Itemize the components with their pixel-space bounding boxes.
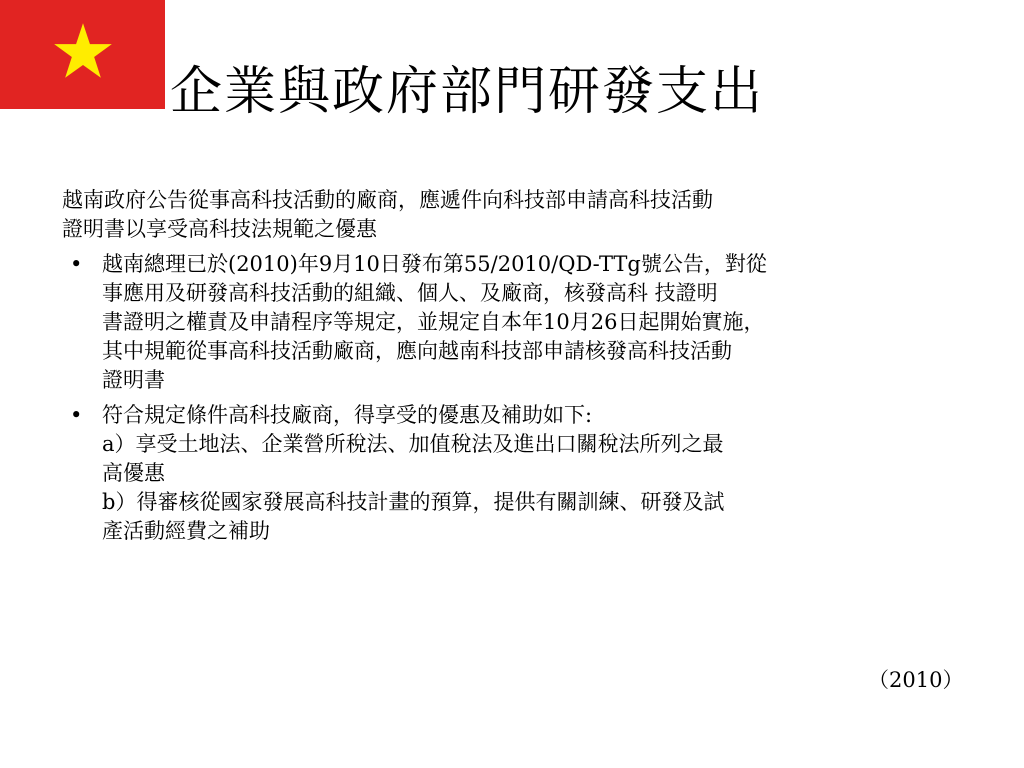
bullet-line: 事應用及研發高科技活動的組織、個人、及廠商，核發高科 技證明 [102,281,718,305]
bullet-line: 越南總理已於(2010)年9月10日發布第55/2010/QD-TTg號公告，對從 [102,252,767,276]
intro-line: 證明書以享受高科技法規範之優惠 [62,217,377,241]
bullet-marker: • [70,403,83,427]
page-title: 企業與政府部門研發支出 [170,62,765,122]
star-icon [52,22,114,84]
bullet-item [62,250,992,395]
slide-body [62,186,992,552]
bullet-line: 符合規定條件高科技廠商，得享受的優惠及補助如下: [102,403,593,427]
year-note: （2010） [868,668,964,692]
bullet-marker: • [70,252,83,276]
intro-line: 越南政府公告從事高科技活動的廠商，應遞件向科技部申請高科技活動 [62,188,713,212]
bullet-line: 書證明之權責及申請程序等規定，並規定自本年10月26日起開始實施， [102,310,765,334]
bullet-line: 其中規範從事高科技活動廠商，應向越南科技部申請核發高科技活動 [102,339,732,363]
bullet-line: 高優惠 [102,461,165,485]
bullet-item [62,401,992,546]
intro-paragraph [62,186,992,244]
bullet-line: 證明書 [102,368,165,392]
bullet-line: 產活動經費之補助 [102,519,270,543]
bullet-line: b）得審核從國家發展高科技計畫的預算，提供有關訓練、研發及試 [102,490,725,514]
vietnam-flag [0,0,165,109]
bullet-line: a）享受土地法、企業營所稅法、加值稅法及進出口關稅法所列之最 [102,432,724,456]
